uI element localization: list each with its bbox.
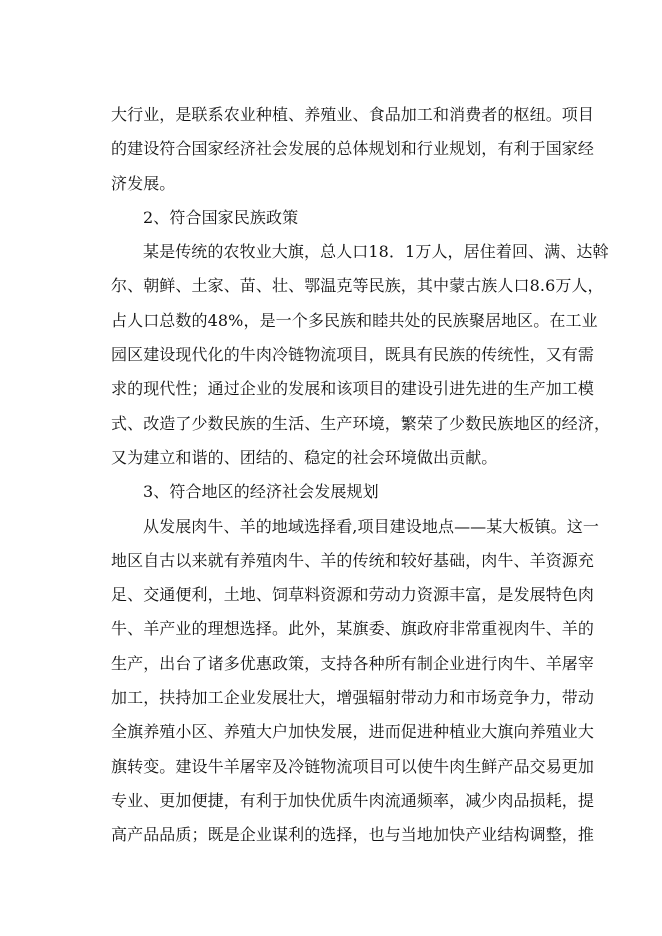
- text-line: 尔、朝鲜、土家、苗、壮、鄂温克等民族，其中蒙古族人口8.6万人，: [111, 276, 604, 296]
- text-line: 求的现代性；通过企业的发展和该项目的建设引进先进的生产加工模: [111, 379, 595, 399]
- text-line: 园区建设现代化的牛肉冷链物流项目，既具有民族的传统性，又有需: [111, 345, 595, 365]
- text-line: 全旗养殖小区、养殖大户加快发展，进而促进种植业大旗向养殖业大: [111, 722, 595, 742]
- text-line: 专业、更加便捷，有利于加快优质牛肉流通频率，减少肉品损耗，提: [111, 790, 595, 810]
- text-line: 高产品品质；既是企业谋利的选择，也与当地加快产业结构调整，推: [111, 825, 595, 845]
- text-line: 地区自古以来就有养殖肉牛、羊的传统和较好基础，肉牛、羊资源充: [111, 550, 595, 570]
- text-line: 式、改造了少数民族的生活、生产环境，繁荣了少数民族地区的经济，: [111, 413, 611, 433]
- text-line: 的建设符合国家经济社会发展的总体规划和行业规划，有利于国家经: [111, 139, 595, 159]
- text-line: 足、交通便利，土地、饲草料资源和劳动力资源丰富，是发展特色肉: [111, 585, 595, 605]
- text-line: 旗转变。建设牛羊屠宰及冷链物流项目可以使牛肉生鲜产品交易更加: [111, 756, 595, 776]
- section-heading: 3、符合地区的经济社会发展规划: [143, 482, 379, 502]
- text-line: 某是传统的农牧业大旗，总人口18．1万人，居住着回、满、达斡: [143, 242, 609, 262]
- text-line: 牛、羊产业的理想选择。此外，某旗委、旗政府非常重视肉牛、羊的: [111, 619, 595, 639]
- document-body: [111, 98, 611, 853]
- text-line: 加工，扶持加工企业发展壮大，增强辐射带动力和市场竞争力，带动: [111, 688, 595, 708]
- section-heading: 2、符合国家民族政策: [143, 207, 299, 227]
- text-line: 大行业，是联系农业种植、养殖业、食品加工和消费者的枢纽。项目: [111, 105, 595, 124]
- text-line: 又为建立和谐的、团结的、稳定的社会环境做出贡献。: [111, 447, 498, 467]
- text-line: 占人口总数的48%，是一个多民族和睦共处的民族聚居地区。在工业: [111, 310, 598, 330]
- text-line: 从发展肉牛、羊的地域选择看,项目建设地点——某大板镇。这一: [143, 516, 599, 536]
- text-line: 济发展。: [111, 173, 176, 193]
- text-line: 生产，出台了诸多优惠政策，支持各种所有制企业进行肉牛、羊屠宰: [111, 653, 595, 673]
